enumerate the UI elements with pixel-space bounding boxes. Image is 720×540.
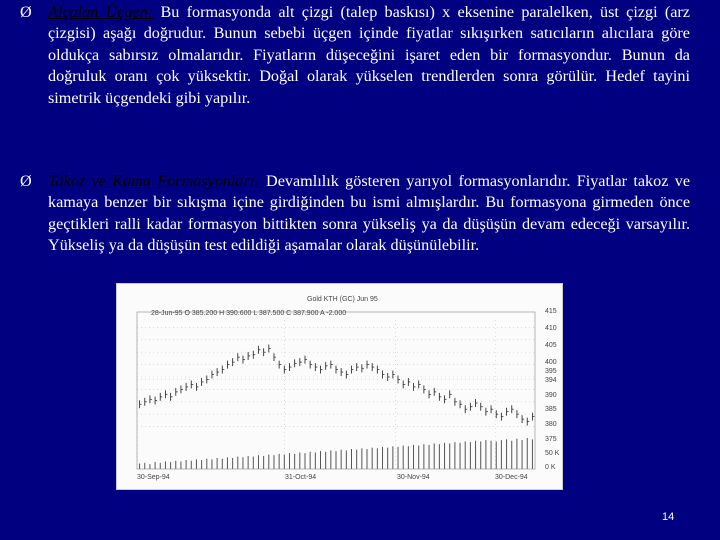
chart-title: Gold KTH (GC) Jun 95	[307, 296, 378, 303]
price-chart-image	[116, 283, 563, 490]
y-tick-label: 400	[545, 359, 557, 366]
y-tick-label: 375	[545, 436, 557, 443]
chart-info-line: 28-Jun-95 O 385.200 H 390.600 L 387.500 C 387.900 A -2.000	[151, 310, 347, 317]
y-tick-label: 390	[545, 392, 557, 399]
bullet-paragraph	[48, 171, 690, 257]
arrow-bullet-icon: Ø	[20, 172, 32, 190]
y-tick-label: 0 K	[545, 464, 556, 471]
y-tick-label: 415	[545, 308, 557, 315]
bullet-text: Bu formasyonda alt çizgi (talep baskısı) x eksenine paralelken, üst çizgi (arz çizgisi) aşağı doğrudur. Bunun sebebi üçgen içinde fiyatlar sıkışırken satıcıların alıcılara göre oldukça sabırsız olmalarıdır. Fiyatların düşeceğini işaret eden bir formasyondur. Bunun da doğruluk oranı çok yüksektir. Doğal olarak yükselen trendlerden sonra görülür. Hedef tayini simetrik üçgendeki gibi yapılır.	[48, 3, 690, 107]
x-tick-label: 30-Dec-94	[495, 474, 528, 481]
term-heading: Takoz ve Kama Formasyonları:	[48, 172, 260, 190]
bullet-descending-triangle	[20, 2, 690, 109]
y-tick-label: 385	[545, 406, 557, 413]
x-tick-label: 30-Sep-94	[137, 474, 170, 481]
page-number: 14	[662, 511, 675, 523]
bullet-text: Devamlılık gösteren yarıyol formasyonlarıdır. Fiyatlar takoz ve kamaya benzer bir sıkışma içine girdiğinden bu ismi almışlardır. Bu formasyona girmeden önce geçtikleri ralli kadar formasyon bittikten sonra yükseliş ya da düşüşün devam edeceği varsayılır. Yükseliş ya da düşüşün test edildiği aşamalar olarak düşünülebilir.	[48, 172, 691, 255]
y-tick-label: 50 K	[545, 450, 560, 457]
bullet-paragraph	[48, 2, 690, 109]
y-tick-label: 394	[545, 377, 557, 384]
y-tick-label: 410	[545, 325, 557, 332]
y-tick-label: 395	[545, 368, 557, 375]
bullet-wedge-flag	[20, 171, 690, 257]
y-tick-label: 380	[545, 421, 557, 428]
x-tick-label: 31-Oct-94	[285, 474, 317, 481]
term-heading: Alçalan Üçgen:	[48, 3, 154, 21]
y-tick-label: 405	[545, 342, 557, 349]
x-tick-label: 30-Nov-94	[397, 474, 430, 481]
arrow-bullet-icon: Ø	[20, 3, 32, 21]
